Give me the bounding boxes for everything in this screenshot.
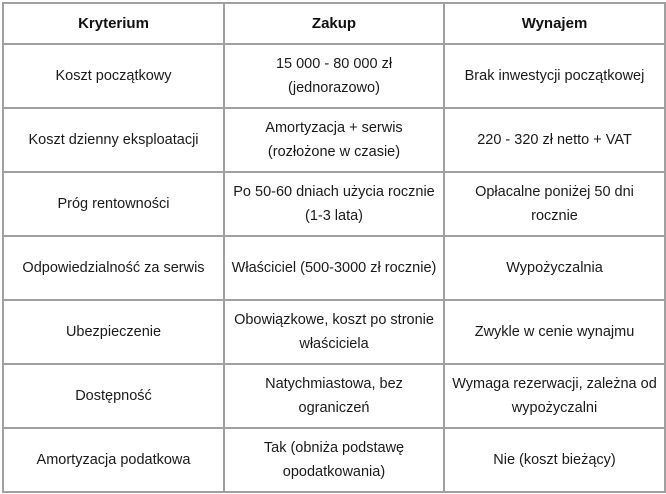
cell-purchase: Tak (obniża podstawę opodatkowania) — [224, 428, 444, 492]
table-row — [3, 172, 665, 236]
cell-purchase: Po 50-60 dniach użycia rocznie (1-3 lata) — [224, 172, 444, 236]
cell-criterion: Koszt początkowy — [3, 44, 224, 108]
table-row — [3, 300, 665, 364]
cell-criterion: Amortyzacja podatkowa — [3, 428, 224, 492]
table-row — [3, 44, 665, 108]
header-purchase: Zakup — [224, 3, 444, 44]
cell-purchase: 15 000 - 80 000 zł (jednorazowo) — [224, 44, 444, 108]
cell-purchase: Właściciel (500-3000 zł rocznie) — [224, 236, 444, 300]
cell-rental: Brak inwestycji początkowej — [444, 44, 665, 108]
cell-rental: Wypożyczalnia — [444, 236, 665, 300]
cell-rental: Nie (koszt bieżący) — [444, 428, 665, 492]
cell-criterion: Próg rentowności — [3, 172, 224, 236]
cell-rental: Zwykle w cenie wynajmu — [444, 300, 665, 364]
cell-rental: Opłacalne poniżej 50 dni rocznie — [444, 172, 665, 236]
table-row — [3, 364, 665, 428]
cell-criterion: Koszt dzienny eksploatacji — [3, 108, 224, 172]
cell-purchase: Amortyzacja + serwis (rozłożone w czasie) — [224, 108, 444, 172]
cell-criterion: Ubezpieczenie — [3, 300, 224, 364]
cell-purchase: Obowiązkowe, koszt po stronie właściciela — [224, 300, 444, 364]
cell-criterion: Dostępność — [3, 364, 224, 428]
header-criterion: Kryterium — [3, 3, 224, 44]
header-rental: Wynajem — [444, 3, 665, 44]
cell-criterion: Odpowiedzialność za serwis — [3, 236, 224, 300]
cell-rental: 220 - 320 zł netto + VAT — [444, 108, 665, 172]
table-row — [3, 236, 665, 300]
header-row — [3, 3, 665, 44]
table-row — [3, 428, 665, 492]
cell-purchase: Natychmiastowa, bez ograniczeń — [224, 364, 444, 428]
table-row — [3, 108, 665, 172]
cell-rental: Wymaga rezerwacji, zależna od wypożyczalni — [444, 364, 665, 428]
comparison-table — [2, 2, 666, 493]
